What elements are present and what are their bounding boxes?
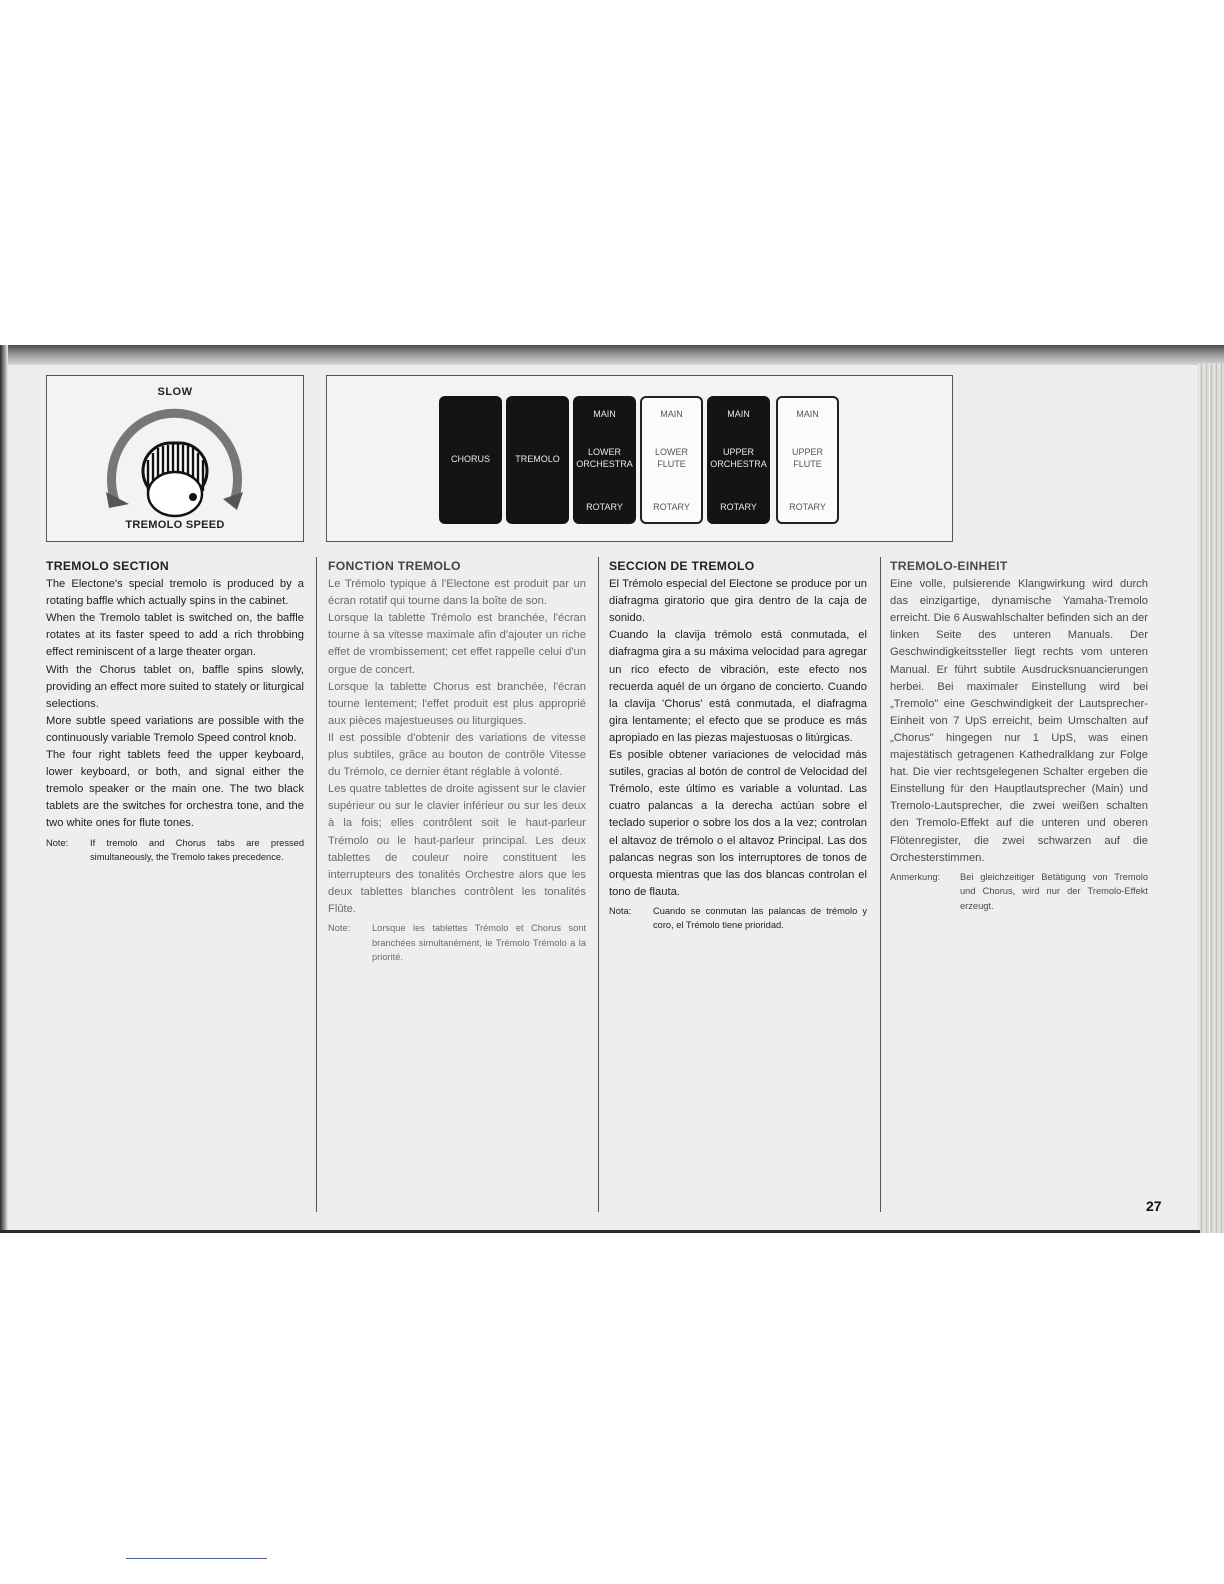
scanned-page xyxy=(0,345,1224,1233)
french-paragraph: Le Trémolo typique à l'Electone est produit par un écran rotatif qui tourne dans la boîte de son. xyxy=(328,578,586,608)
tablet-upper-orchestra xyxy=(707,396,770,524)
note-text: Cuando se conmutan las palancas de trémolo y coro, el Trémolo tiene prioridad. xyxy=(653,905,867,931)
note-label: Nota: xyxy=(609,905,632,916)
french-paragraph: Il est possible d'obtenir des variations de vitesse plus subtiles, grâce au bouton de contrôle Vitesse du Trémolo, ce dernier étant réglable à volonté. xyxy=(328,731,586,779)
english-paragraph: With the Chorus tablet on, baffle spins slowly, providing an effect more suited to stately or liturgical selections. xyxy=(46,663,304,710)
german-note xyxy=(890,870,1148,914)
tablet-main-label: MAIN xyxy=(660,409,683,419)
french-heading: FONCTION TREMOLO xyxy=(328,559,461,573)
stray-underline xyxy=(126,1558,267,1559)
tremolo-tablets-figure xyxy=(326,375,953,542)
spanish-heading: SECCION DE TREMOLO xyxy=(609,559,755,573)
tablet-lower-orchestra xyxy=(573,396,636,524)
spanish-column xyxy=(609,558,867,933)
column-divider xyxy=(316,557,317,1212)
tablet-rotary-label: ROTARY xyxy=(789,502,826,512)
page-left-edge xyxy=(0,345,8,1233)
tablet-upper-flute xyxy=(776,396,839,524)
note-label: Note: xyxy=(46,837,69,848)
tremolo-speed-knob-figure xyxy=(46,375,304,542)
tablet-main-label: MAIN xyxy=(727,409,750,419)
spanish-paragraph: El Trémolo especial del Electone se produce por un diafragma giratorio que gira dentro de la caja de sonido. xyxy=(609,578,867,625)
tablet-label: TREMOLO xyxy=(515,454,560,464)
german-heading: TREMOLO-EINHEIT xyxy=(890,559,1008,573)
french-paragraph: Les quatre tablettes de droite agissent sur le clavier supérieur ou sur le clavier inférieur ou sur les deux à la fois; elles contrôlent soit le haut-parleur Trémolo ou le haut-parleur principal. Les deux tablettes de couleur noire constituent les interrupteurs des tonalités Orchestre alors que les deux tablettes blanches contrôlent les tonalités Flûte. xyxy=(328,783,586,915)
column-divider xyxy=(880,557,881,1212)
english-heading: TREMOLO SECTION xyxy=(46,559,169,573)
note-text: Lorsque les tablettes Trémolo et Chorus sont branchées simultanément, le Trémolo Trémolo a la priorité. xyxy=(372,922,586,963)
english-note xyxy=(46,836,304,865)
french-column xyxy=(328,558,586,965)
french-paragraph: Lorsque la tablette Chorus est branchée, l'écran tourne lentement; l'effet produit est plus approprié aux pièces majestueuses ou liturgiques. xyxy=(328,680,586,727)
note-label: Note: xyxy=(328,922,351,933)
tablet-mid-label: UPPER FLUTE xyxy=(791,447,823,470)
knob-body xyxy=(143,443,207,516)
spanish-note xyxy=(609,904,867,933)
german-paragraph: Eine volle, pulsierende Klangwirkung wird durch das einzigartige, dynamische Yamaha-Tremolo erreicht. Die 6 Auswahlschalter befinden sich an der linken Seite des unteren Manuals. Der Geschwindigkeitssteller liegt rechts vom unteren Manual. Er führt subtile Ausdrucksnuancierungen herbei. Bei maximaler Einstellung wird bei „Tremolo" eine Geschwindigkeit der Lautsprecher-Einheit von 7 UpS erreicht, beim Umschalten auf „Chorus" hingegen nur 1 UpS, was einen majestätisch getragenen Kathedralklang zur Folge hat. Die vier rechtsgelegenen Schalter ergeben die Einstellung für den Hauptlautsprecher (Main) und Tremolo-Lautsprecher, die zwei weißen schalten den Tremolo-Effekt auf die unteren und oberen Flötenregister, die zwei schwarzen auf die Orchesterstimmen. xyxy=(890,578,1148,864)
knob-tremolo-speed-label: TREMOLO SPEED xyxy=(125,519,225,531)
tablet-main-label: MAIN xyxy=(593,409,616,419)
tablet-lower-flute xyxy=(640,396,703,524)
knob-illustration xyxy=(47,376,303,541)
german-column xyxy=(890,558,1148,913)
column-divider xyxy=(598,557,599,1212)
tablet-label: CHORUS xyxy=(450,454,490,464)
english-paragraph: The four right tablets feed the upper keyboard, lower keyboard, or both, and signal either the tremolo speaker or the main one. The two black tablets are the switches for orchestra tone, and the two white ones for flute tones. xyxy=(46,749,304,830)
note-text: Bei gleichzeitiger Betätigung von Tremolo und Chorus, wird nur der Tremolo-Effekt erzeugt. xyxy=(960,871,1148,911)
tablet-rotary-label: ROTARY xyxy=(653,502,690,512)
page-right-edge xyxy=(1198,363,1224,1233)
tablet-mid-label: LOWER ORCHESTRA xyxy=(576,447,633,470)
english-paragraph: More subtle speed variations are possible with the continuously variable Tremolo Speed control knob. xyxy=(46,714,304,744)
english-paragraph: When the Tremolo tablet is switched on, the baffle rotates at its faster speed to add a rich throbbing effect reminiscent of a large theater organ. xyxy=(46,612,304,659)
tablet-mid-label: UPPER ORCHESTRA xyxy=(710,447,767,470)
note-text: If tremolo and Chorus tabs are pressed simultaneously, the Tremolo takes precedence. xyxy=(90,837,304,863)
knob-slow-label: SLOW xyxy=(157,386,193,398)
knob-indicator-dot xyxy=(189,493,197,501)
english-column xyxy=(46,558,304,865)
tablet-rotary-label: ROTARY xyxy=(720,502,757,512)
spanish-paragraph: Cuando la clavija trémolo está conmutada, el diafragma gira a su máxima velocidad para agregar un rico efecto de vibración, este efecto nos recuerda aquél de un órgano de concierto. Cuando la clavija 'Chorus' está conmutada, el diafragma gira lentamente; el efecto que se produce es más apropiado en las piezas majestuosas o litúrgicas. xyxy=(609,629,867,744)
tablet-tremolo xyxy=(506,396,569,524)
english-paragraph: The Electone's special tremolo is produced by a rotating baffle which actually spins in the cabinet. xyxy=(46,578,304,608)
page-bottom-edge xyxy=(0,1230,1200,1233)
tablet-chorus xyxy=(439,396,502,524)
french-note xyxy=(328,921,586,965)
page-number: 27 xyxy=(1146,1198,1162,1214)
french-paragraph: Lorsque la tablette Trémolo est branchée, l'écran tourne à sa vitesse maximale afin d'ajouter un riche effet de vrombissement; cet effet rappelle celui d'un orgue de concert. xyxy=(328,612,586,676)
note-label: Anmerkung: xyxy=(890,871,941,882)
tablet-main-label: MAIN xyxy=(796,409,819,419)
page-top-shadow xyxy=(0,345,1224,365)
tablet-mid-label: LOWER FLUTE xyxy=(654,447,688,470)
spanish-paragraph: Es posible obtener variaciones de velocidad más sutiles, gracias al botón de control de Velocidad del Trémolo, este último es variable a voluntad. Las cuatro palancas a la derecha actúan sobre el teclado superior o sobre los dos a la vez; controlan el altavoz de trémolo o el altavoz Principal. Las dos palancas negras son los interruptores de tonos de orquesta mientras que las dos blancas controlan el tono de flauta. xyxy=(609,749,867,898)
tablet-rotary-label: ROTARY xyxy=(586,502,623,512)
